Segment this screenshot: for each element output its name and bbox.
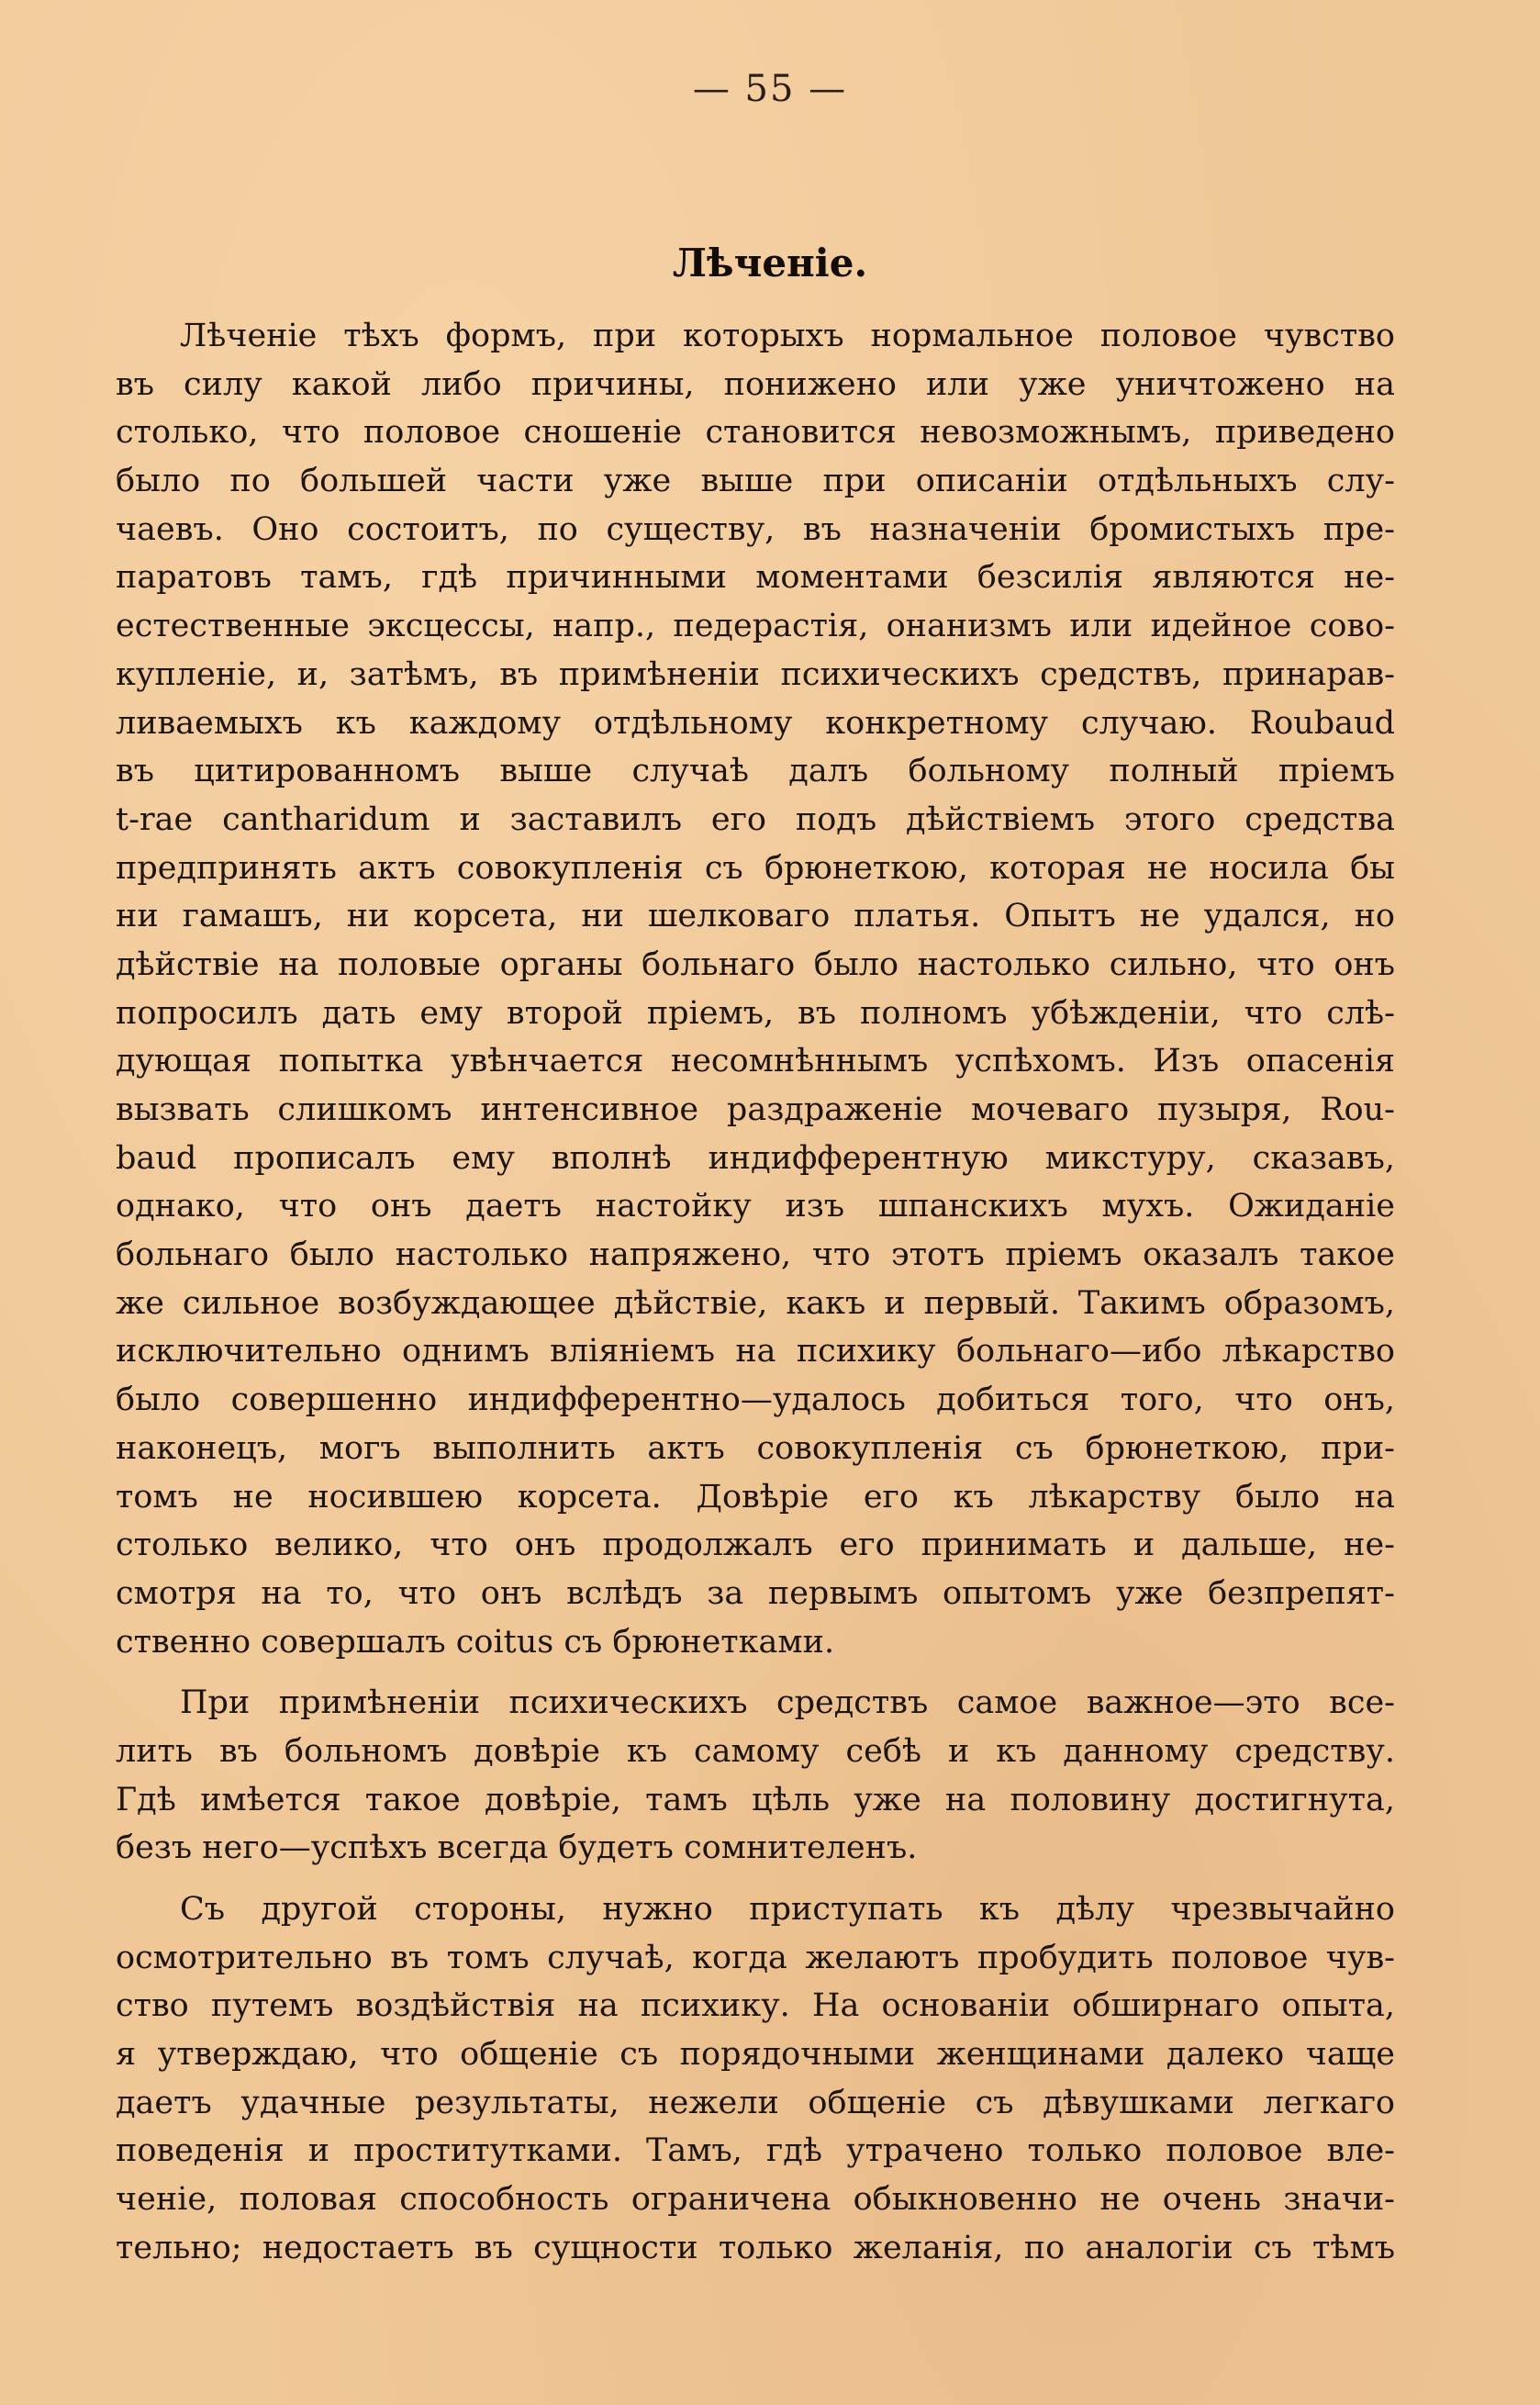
- text-line: ченіе, половая способность ограничена обыкновенно не очень значи-: [116, 2181, 1395, 2219]
- text-line: дѣйствіе на половые органы больнаго было настолько сильно, что онъ: [116, 945, 1395, 983]
- text-line: Съ другой стороны, нужно приступать къ дѣлу чрезвычайно: [180, 1891, 1395, 1928]
- section-heading: Лѣченіе.: [672, 240, 868, 285]
- text-line: томъ не носившею корсета. Довѣріе его къ лѣкарству было на: [116, 1478, 1395, 1516]
- text-line: осмотрительно въ томъ случаѣ, когда желаютъ пробудить половое чув-: [116, 1939, 1395, 1976]
- text-line: ственно совершалъ coitus съ брюнетками.: [116, 1623, 835, 1661]
- text-line: поведенія и проститутками. Тамъ, гдѣ утрачено только половое вле-: [116, 2132, 1395, 2170]
- text-line: t-rae cantharidum и заставилъ его подъ дѣйствіемъ этого средства: [116, 800, 1395, 838]
- text-line: естественные эксцессы, напр., педерастія, онанизмъ или идейное сово-: [116, 608, 1395, 645]
- text-line: больнаго было настолько напряжено, что этотъ пріемъ оказалъ такое: [116, 1236, 1395, 1274]
- text-line: въ силу какой либо причины, понижено или уже уничтожено на: [116, 365, 1395, 403]
- text-line: даетъ удачные результаты, нежели общеніе съ дѣвушками легкаго: [116, 2084, 1395, 2121]
- paragraph: [116, 1885, 1395, 2273]
- text-line: ство путемъ воздѣйствія на психику. На основаніи обширнаго опыта,: [116, 1987, 1395, 2025]
- paragraph: [116, 312, 1395, 1666]
- text-line: чаевъ. Оно состоитъ, по существу, въ назначеніи бромистыхъ пре-: [116, 510, 1395, 548]
- text-line: столько велико, что онъ продолжалъ его принимать и дальше, не-: [116, 1527, 1395, 1564]
- text-line: паратовъ тамъ, гдѣ причинными моментами безсилія являются не-: [116, 559, 1395, 597]
- text-line: смотря на то, что онъ вслѣдъ за первымъ опытомъ уже безпрепят-: [116, 1574, 1395, 1612]
- text-line: же сильное возбуждающее дѣйствіе, какъ и первый. Такимъ образомъ,: [116, 1284, 1395, 1322]
- text-line: тельно; недостаетъ въ сущности только желанія, по аналогіи съ тѣмъ: [116, 2229, 1395, 2266]
- text-line: было по большей части уже выше при описаніи отдѣльныхъ слу-: [116, 463, 1395, 500]
- paragraph: [116, 1679, 1395, 1873]
- page-number: — 55 —: [692, 68, 848, 110]
- text-line: однако, что онъ даетъ настойку изъ шпанскихъ мухъ. Ожиданіе: [116, 1188, 1395, 1225]
- text-line: предпринять актъ совокупленія съ брюнеткою, которая не носила бы: [116, 849, 1395, 887]
- text-line: ни гамашъ, ни корсета, ни шелковаго платья. Опытъ не удался, но: [116, 898, 1395, 935]
- text-line: было совершенно индифферентно—удалось добиться того, что онъ,: [116, 1381, 1395, 1419]
- text-line: Лѣченіе тѣхъ формъ, при которыхъ нормальное половое чувство: [180, 318, 1395, 354]
- body-text: [116, 312, 1395, 2273]
- text-line: столько, что половое сношеніе становится невозможнымъ, приведено: [116, 414, 1395, 452]
- text-line: дующая попытка увѣнчается несомнѣннымъ успѣхомъ. Изъ опасенія: [116, 1043, 1395, 1080]
- text-line: Гдѣ имѣется такое довѣріе, тамъ цѣль уже на половину достигнута,: [116, 1781, 1395, 1818]
- text-line: При примѣненіи психическихъ средствъ самое важное—это все-: [180, 1684, 1395, 1722]
- text-line: наконецъ, могъ выполнить актъ совокупленія съ брюнеткою, при-: [116, 1429, 1395, 1467]
- text-line: лить въ больномъ довѣріе къ самому себѣ и къ данному средству.: [116, 1732, 1395, 1770]
- text-line: безъ него—успѣхъ всегда будетъ сомнителенъ.: [116, 1829, 918, 1867]
- text-line: попросилъ дать ему второй пріемъ, въ полномъ убѣжденіи, что слѣ-: [116, 994, 1395, 1032]
- text-line: ливаемыхъ къ каждому отдѣльному конкретному случаю. Roubaud: [116, 704, 1395, 742]
- text-line: купленіе, и, затѣмъ, въ примѣненіи психическихъ средствъ, принарав-: [116, 655, 1395, 693]
- text-line: baud прописалъ ему вполнѣ индифферентную микстуру, сказавъ,: [116, 1139, 1395, 1177]
- text-line: вызвать слишкомъ интенсивное раздраженіе мочеваго пузыря, Rou-: [116, 1091, 1395, 1128]
- text-line: въ цитированномъ выше случаѣ далъ больному полный пріемъ: [116, 753, 1395, 790]
- text-line: исключительно однимъ вліяніемъ на психику больнаго—ибо лѣкарство: [116, 1333, 1395, 1370]
- text-line: я утверждаю, что общеніе съ порядочными женщинами далеко чаще: [116, 2036, 1395, 2074]
